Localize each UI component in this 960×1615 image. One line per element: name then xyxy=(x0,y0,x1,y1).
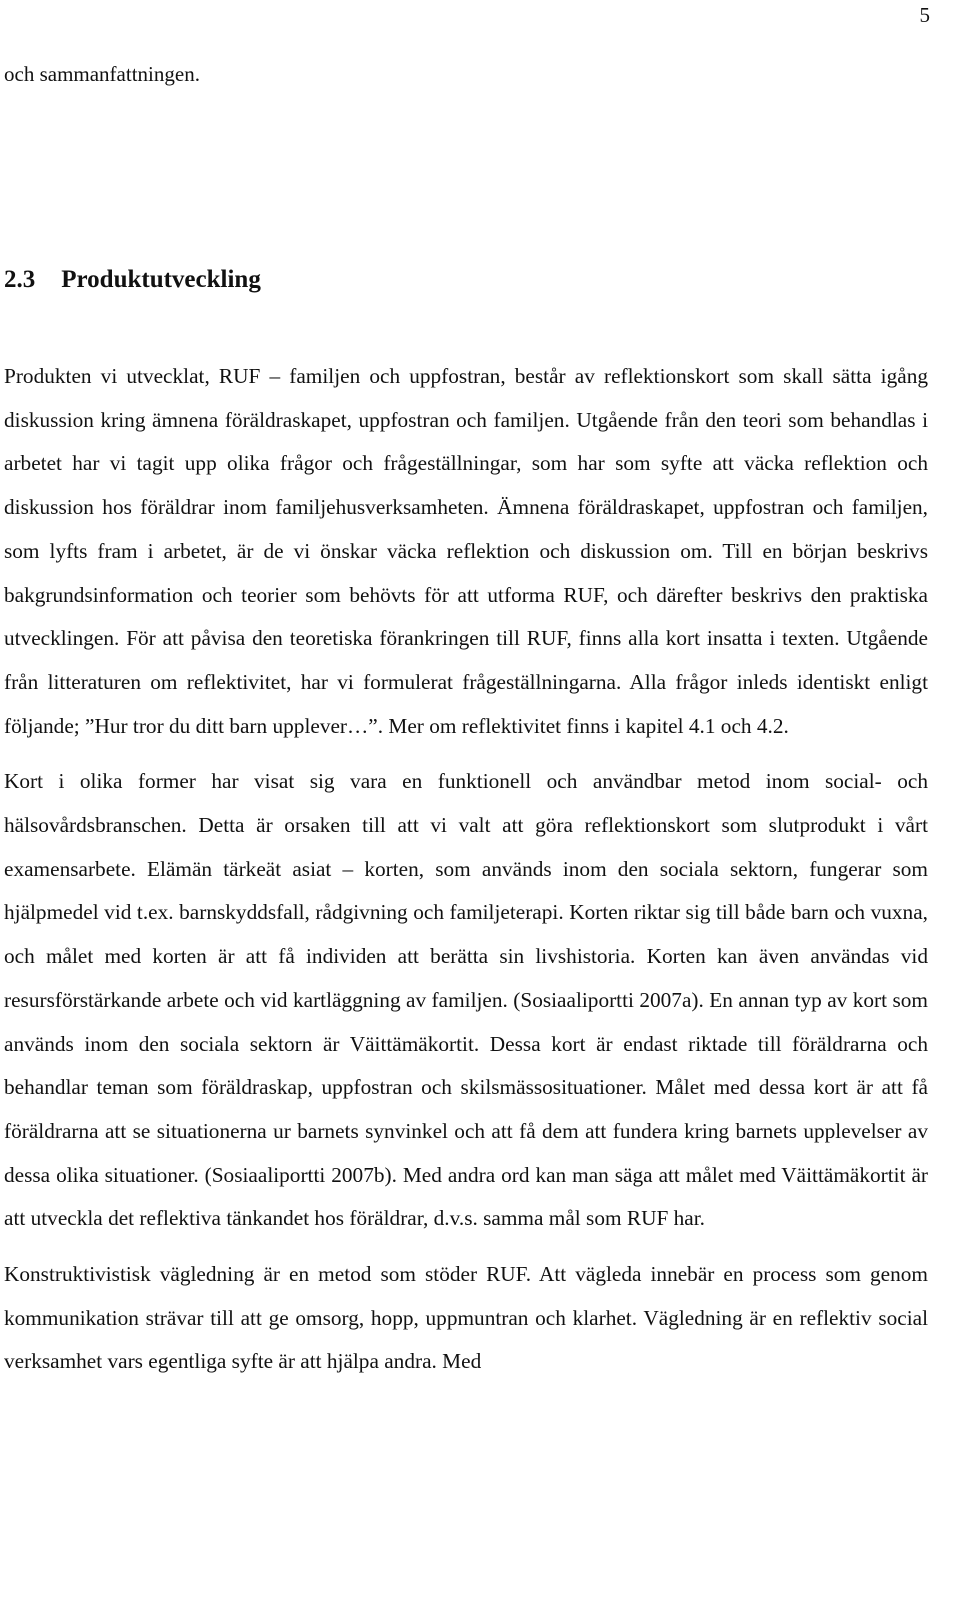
continued-text: och sammanfattningen. xyxy=(4,62,200,86)
document-body xyxy=(4,56,928,1384)
section-title: Produktutveckling xyxy=(61,266,261,293)
paragraph-product: Produkten vi utvecklat, RUF – familjen och uppfostran, består av reflektionskort som skall sätta igång diskussion kring ämnena föräldraskapet, uppfostran och familjen. Utgående från den teori som behandlas i arbetet har vi tagit upp olika frågor och frågeställningar, som har som syfte att väcka reflektion och diskussion hos föräldrar inom familjehusverksamheten. Ämnena föräldraskapet, uppfostran och familjen, som lyfts fram i arbetet, är de vi önskar väcka reflektion och diskussion om. Till en början beskrivs bakgrundsinformation och teorier som behövts för att utforma RUF, och därefter beskrivs den praktiska utvecklingen. För att påvisa den teoretiska förankringen till RUF, finns alla kort insatta i texten. Utgående från litteraturen om reflektivitet, har vi formulerat frågeställningarna. Alla frågor inleds identiskt enligt följande; ”Hur tror du ditt barn upplever…”. Mer om reflektivitet finns i kapitel 4.1 och 4.2. xyxy=(4,364,928,738)
paragraph-guidance: Konstruktivistisk vägledning är en metod som stöder RUF. Att vägleda innebär en process som genom kommunikation strävar till att ge omsorg, hopp, uppmuntran och klarhet. Vägledning är en reflektiv social verksamhet vars egentliga syfte är att hjälpa andra. Med xyxy=(4,1262,928,1374)
paragraph-cards: Kort i olika former har visat sig vara en funktionell och användbar metod inom social- och hälsovårdsbranschen. Detta är orsaken till att vi valt att göra reflektionskort som slutprodukt i vårt examensarbete. Elämän tärkeät asiat – korten, som används inom den sociala sektorn, fungerar som hjälpmedel vid t.ex. barnskyddsfall, rådgivning och familjeterapi. Korten riktar sig till både barn och vuxna, och målet med korten är att få individen att berätta sin livshistoria. Korten kan även användas vid resursförstärkande arbete och vid kartläggning av familjen. (Sosiaaliportti 2007a). En annan typ av kort som används inom den sociala sektorn är Väittämäkortit. Dessa kort är endast riktade till föräldrarna och behandlar teman som föräldraskap, uppfostran och skilsmässosituationer. Målet med dessa kort är att få föräldrarna att se situationerna ur barnets synvinkel och att få dem att fundera kring barnets upplevelser av dessa olika situationer. (Sosiaaliportti 2007b). Med andra ord kan man säga att målet med Väittämäkortit är att utveckla det reflektiva tänkandet hos föräldrar, d.v.s. samma mål som RUF har. xyxy=(4,769,928,1231)
section-number: 2.3 xyxy=(4,266,36,293)
page-number: 5 xyxy=(919,3,930,27)
section-heading xyxy=(4,262,928,298)
